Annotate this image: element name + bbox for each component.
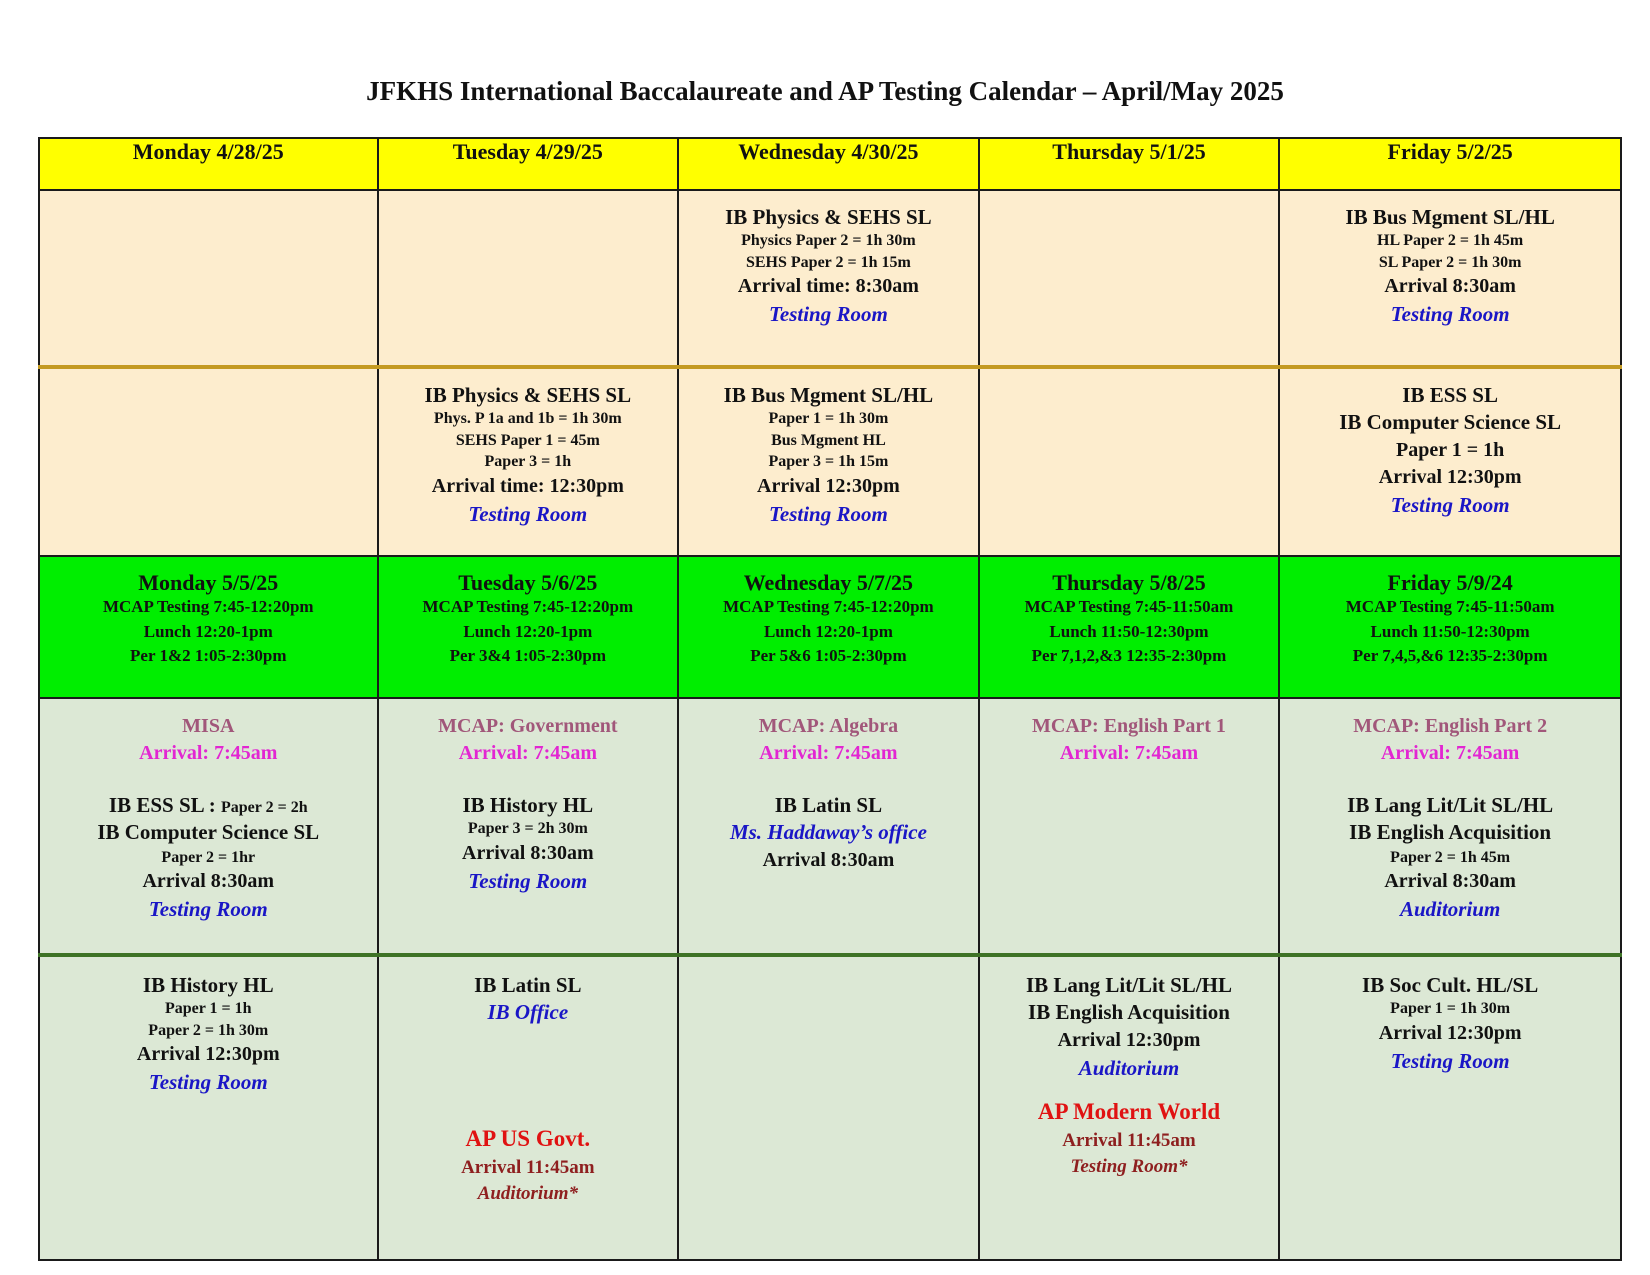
day-header-thu-5-1: Thursday 5/1/25: [979, 138, 1280, 190]
cell-tue-5-6-pm: [378, 955, 679, 1260]
exam-name: IB Soc Cult. HL/SL: [1362, 973, 1539, 997]
paper-duration: Paper 1 = 1h 30m: [1390, 1000, 1511, 1018]
cell-mon-4-28-pm: [39, 367, 378, 556]
cell-wed-5-7-pm: [678, 955, 979, 1260]
cell-tue-4-29-pm: [378, 367, 679, 556]
lunch-time: Lunch 11:50-12:30pm: [1370, 621, 1530, 641]
mcap-test-name: MCAP: English Part 1: [1032, 715, 1226, 737]
cell-fri-5-9-schedule: [1279, 556, 1621, 698]
ap-room-location: Testing Room*: [1070, 1156, 1188, 1178]
exam-name: IB Lang Lit/Lit SL/HL: [1347, 793, 1554, 817]
cell-tue-4-29-am: [378, 190, 679, 367]
paper-duration: Paper 2 = 1hr: [161, 848, 256, 866]
arrival-time: Arrival 8:30am: [142, 870, 275, 893]
cell-thu-5-8-schedule: [979, 556, 1280, 698]
cell-tue-5-6-am: [378, 698, 679, 955]
cell-thu-5-1-am: [979, 190, 1280, 367]
paper-duration: HL Paper 2 = 1h 45m: [1377, 232, 1524, 250]
spacer: [1280, 767, 1620, 793]
room-location: Testing Room: [468, 868, 588, 893]
paper-duration: Paper 1 = 1h: [1396, 438, 1505, 461]
paper-duration: Paper 1 = 1h 30m: [768, 410, 889, 428]
day-header-fri-5-2: Friday 5/2/25: [1279, 138, 1621, 190]
mcap-test-name: MISA: [182, 715, 235, 737]
arrival-time: Arrival 12:30pm: [136, 1043, 280, 1066]
cell-thu-5-1-pm: [979, 367, 1280, 556]
room-location: Testing Room: [1390, 492, 1510, 517]
arrival-time: Arrival 8:30am: [1384, 870, 1516, 893]
cell-tue-5-6-schedule: [378, 556, 679, 698]
room-location: IB Office: [487, 1000, 569, 1025]
arrival-time: Arrival time: 8:30am: [737, 275, 919, 298]
cell-wed-5-7-am: [678, 698, 979, 955]
paper-duration: Paper 3 = 1h: [484, 453, 572, 471]
arrival-time: Arrival 12:30pm: [1378, 1021, 1522, 1044]
spacer: [980, 1082, 1279, 1096]
exam-name: IB Physics & SEHS SL: [725, 205, 932, 229]
mcap-testing-time: MCAP Testing 7:45-11:50am: [1024, 597, 1234, 617]
day-header-tue-4-29: Tuesday 4/29/25: [378, 138, 679, 190]
room-location: Auditorium: [1399, 897, 1501, 922]
week2-schedule-row: [39, 556, 1621, 698]
mcap-arrival: Arrival: 7:45am: [139, 742, 278, 764]
exam-name-text: IB ESS SL :: [108, 793, 221, 817]
day-heading: Tuesday 5/6/25: [458, 570, 598, 595]
page-title: JFKHS International Baccalaureate and AP Testing Calendar – April/May 2025: [366, 76, 1284, 106]
exam-name: IB Bus Mgment SL/HL: [723, 383, 934, 407]
room-location: Testing Room: [148, 1070, 268, 1095]
exam-name: IB Computer Science SL: [97, 820, 320, 845]
room-location: Testing Room: [468, 501, 588, 526]
cell-thu-5-8-am: [979, 698, 1280, 955]
ap-room-location: Auditorium*: [477, 1183, 578, 1205]
cell-wed-5-7-schedule: [678, 556, 979, 698]
room-location: Testing Room: [1390, 302, 1510, 327]
arrival-time: Arrival 12:30pm: [1378, 465, 1522, 488]
testing-calendar-table: [38, 137, 1622, 1261]
spacer: [379, 1075, 678, 1123]
ap-exam-name: AP US Govt.: [465, 1125, 591, 1151]
spacer: [40, 767, 377, 793]
room-location: Testing Room: [768, 302, 888, 327]
exam-name: IB ESS SL: [1402, 383, 1498, 407]
cell-wed-4-30-pm: [678, 367, 979, 556]
exam-name: IB English Acquisition: [1349, 820, 1552, 845]
mcap-test-name: MCAP: English Part 2: [1353, 715, 1548, 737]
cell-fri-5-2-am: [1279, 190, 1621, 367]
lunch-time: Lunch 11:50-12:30pm: [1049, 621, 1209, 641]
cell-mon-5-5-schedule: [39, 556, 378, 698]
week2-afternoon-row: [39, 955, 1621, 1260]
paper-duration: Paper 3 = 2h 30m: [467, 820, 588, 838]
ap-arrival-time: Arrival 11:45am: [461, 1156, 595, 1178]
exam-name: IB Latin SL: [774, 793, 883, 817]
mcap-arrival: Arrival: 7:45am: [759, 742, 898, 764]
paper-duration: SL Paper 2 = 1h 30m: [1378, 253, 1522, 271]
room-location: Auditorium: [1078, 1055, 1180, 1080]
room-location: Ms. Haddaway’s office: [729, 820, 927, 845]
period-time: Per 1&2 1:05-2:30pm: [130, 646, 287, 666]
cell-mon-5-5-am: [39, 698, 378, 955]
mcap-arrival: Arrival: 7:45am: [1059, 742, 1199, 764]
mcap-testing-time: MCAP Testing 7:45-12:20pm: [102, 597, 314, 617]
spacer: [379, 1027, 678, 1075]
mcap-test-name: MCAP: Algebra: [758, 715, 899, 737]
room-location: Testing Room: [1390, 1048, 1510, 1073]
exam-name: [40, 793, 377, 818]
mcap-testing-time: MCAP Testing 7:45-12:20pm: [422, 597, 634, 617]
period-time: Per 7,1,2,&3 12:35-2:30pm: [1031, 646, 1227, 666]
paper-duration: Paper 2 = 1h 30m: [148, 1021, 269, 1039]
cell-fri-5-9-pm: [1279, 955, 1621, 1260]
paper-duration: SEHS Paper 1 = 45m: [455, 431, 600, 449]
mcap-arrival: Arrival: 7:45am: [458, 742, 597, 764]
arrival-time: Arrival 12:30pm: [1057, 1028, 1201, 1051]
paper-duration: Bus Mgment HL: [771, 431, 886, 449]
cell-thu-5-8-pm: [979, 955, 1280, 1260]
cell-mon-5-5-pm: [39, 955, 378, 1260]
paper-duration: Phys. P 1a and 1b = 1h 30m: [433, 410, 622, 428]
period-time: Per 5&6 1:05-2:30pm: [750, 646, 907, 666]
paper-duration: Paper 1 = 1h: [164, 1000, 252, 1018]
mcap-arrival: Arrival: 7:45am: [1380, 742, 1520, 764]
cell-fri-5-2-pm: [1279, 367, 1621, 556]
arrival-time: Arrival 8:30am: [762, 848, 895, 871]
week1-morning-row: [39, 190, 1621, 367]
room-location: Testing Room: [148, 897, 268, 922]
header-row: [39, 138, 1621, 190]
day-heading: Friday 5/9/24: [1387, 570, 1513, 595]
paper-duration: Physics Paper 2 = 1h 30m: [741, 232, 916, 250]
day-header-mon-4-28: Monday 4/28/25: [39, 138, 378, 190]
exam-name: IB Physics & SEHS SL: [424, 383, 632, 407]
exam-name: IB Lang Lit/Lit SL/HL: [1026, 973, 1232, 997]
cell-wed-4-30-am: [678, 190, 979, 367]
day-header-wed-4-30: Wednesday 4/30/25: [678, 138, 979, 190]
spacer: [679, 767, 978, 793]
exam-name: IB English Acquisition: [1028, 1000, 1230, 1025]
period-time: Per 3&4 1:05-2:30pm: [449, 646, 607, 666]
paper-duration: Paper 2 = 1h 45m: [1390, 848, 1511, 866]
exam-name: IB Bus Mgment SL/HL: [1345, 205, 1555, 229]
arrival-time: Arrival time: 12:30pm: [431, 474, 624, 497]
period-time: Per 7,4,5,&6 12:35-2:30pm: [1352, 646, 1548, 666]
lunch-time: Lunch 12:20-1pm: [763, 621, 893, 641]
cell-mon-4-28-am: [39, 190, 378, 367]
inline-paper-duration: Paper 2 = 2h: [221, 799, 308, 816]
paper-duration: Paper 3 = 1h 15m: [768, 453, 889, 471]
arrival-time: Arrival 12:30pm: [757, 474, 900, 497]
day-heading: Monday 5/5/25: [138, 570, 279, 595]
day-heading: Wednesday 5/7/25: [743, 570, 914, 595]
ap-exam-name: AP Modern World: [1037, 1098, 1221, 1124]
exam-name: IB History HL: [142, 973, 274, 997]
week1-afternoon-row: [39, 367, 1621, 556]
mcap-testing-time: MCAP Testing 7:45-11:50am: [1345, 597, 1555, 617]
arrival-time: Arrival 8:30am: [462, 841, 594, 864]
mcap-test-name: MCAP: Government: [438, 715, 618, 737]
paper-duration: SEHS Paper 2 = 1h 15m: [745, 253, 911, 271]
exam-name: IB History HL: [462, 793, 594, 817]
week2-morning-row: [39, 698, 1621, 955]
day-heading: Thursday 5/8/25: [1052, 570, 1206, 595]
exam-name: IB Computer Science SL: [1339, 410, 1562, 435]
cell-fri-5-9-am: [1279, 698, 1621, 955]
arrival-time: Arrival 8:30am: [1384, 275, 1516, 298]
exam-name: IB Latin SL: [474, 973, 582, 997]
room-location: Testing Room: [768, 501, 888, 526]
lunch-time: Lunch 12:20-1pm: [463, 621, 593, 641]
lunch-time: Lunch 12:20-1pm: [143, 621, 273, 641]
ap-arrival-time: Arrival 11:45am: [1062, 1129, 1196, 1151]
mcap-testing-time: MCAP Testing 7:45-12:20pm: [723, 597, 934, 617]
spacer: [379, 767, 678, 793]
